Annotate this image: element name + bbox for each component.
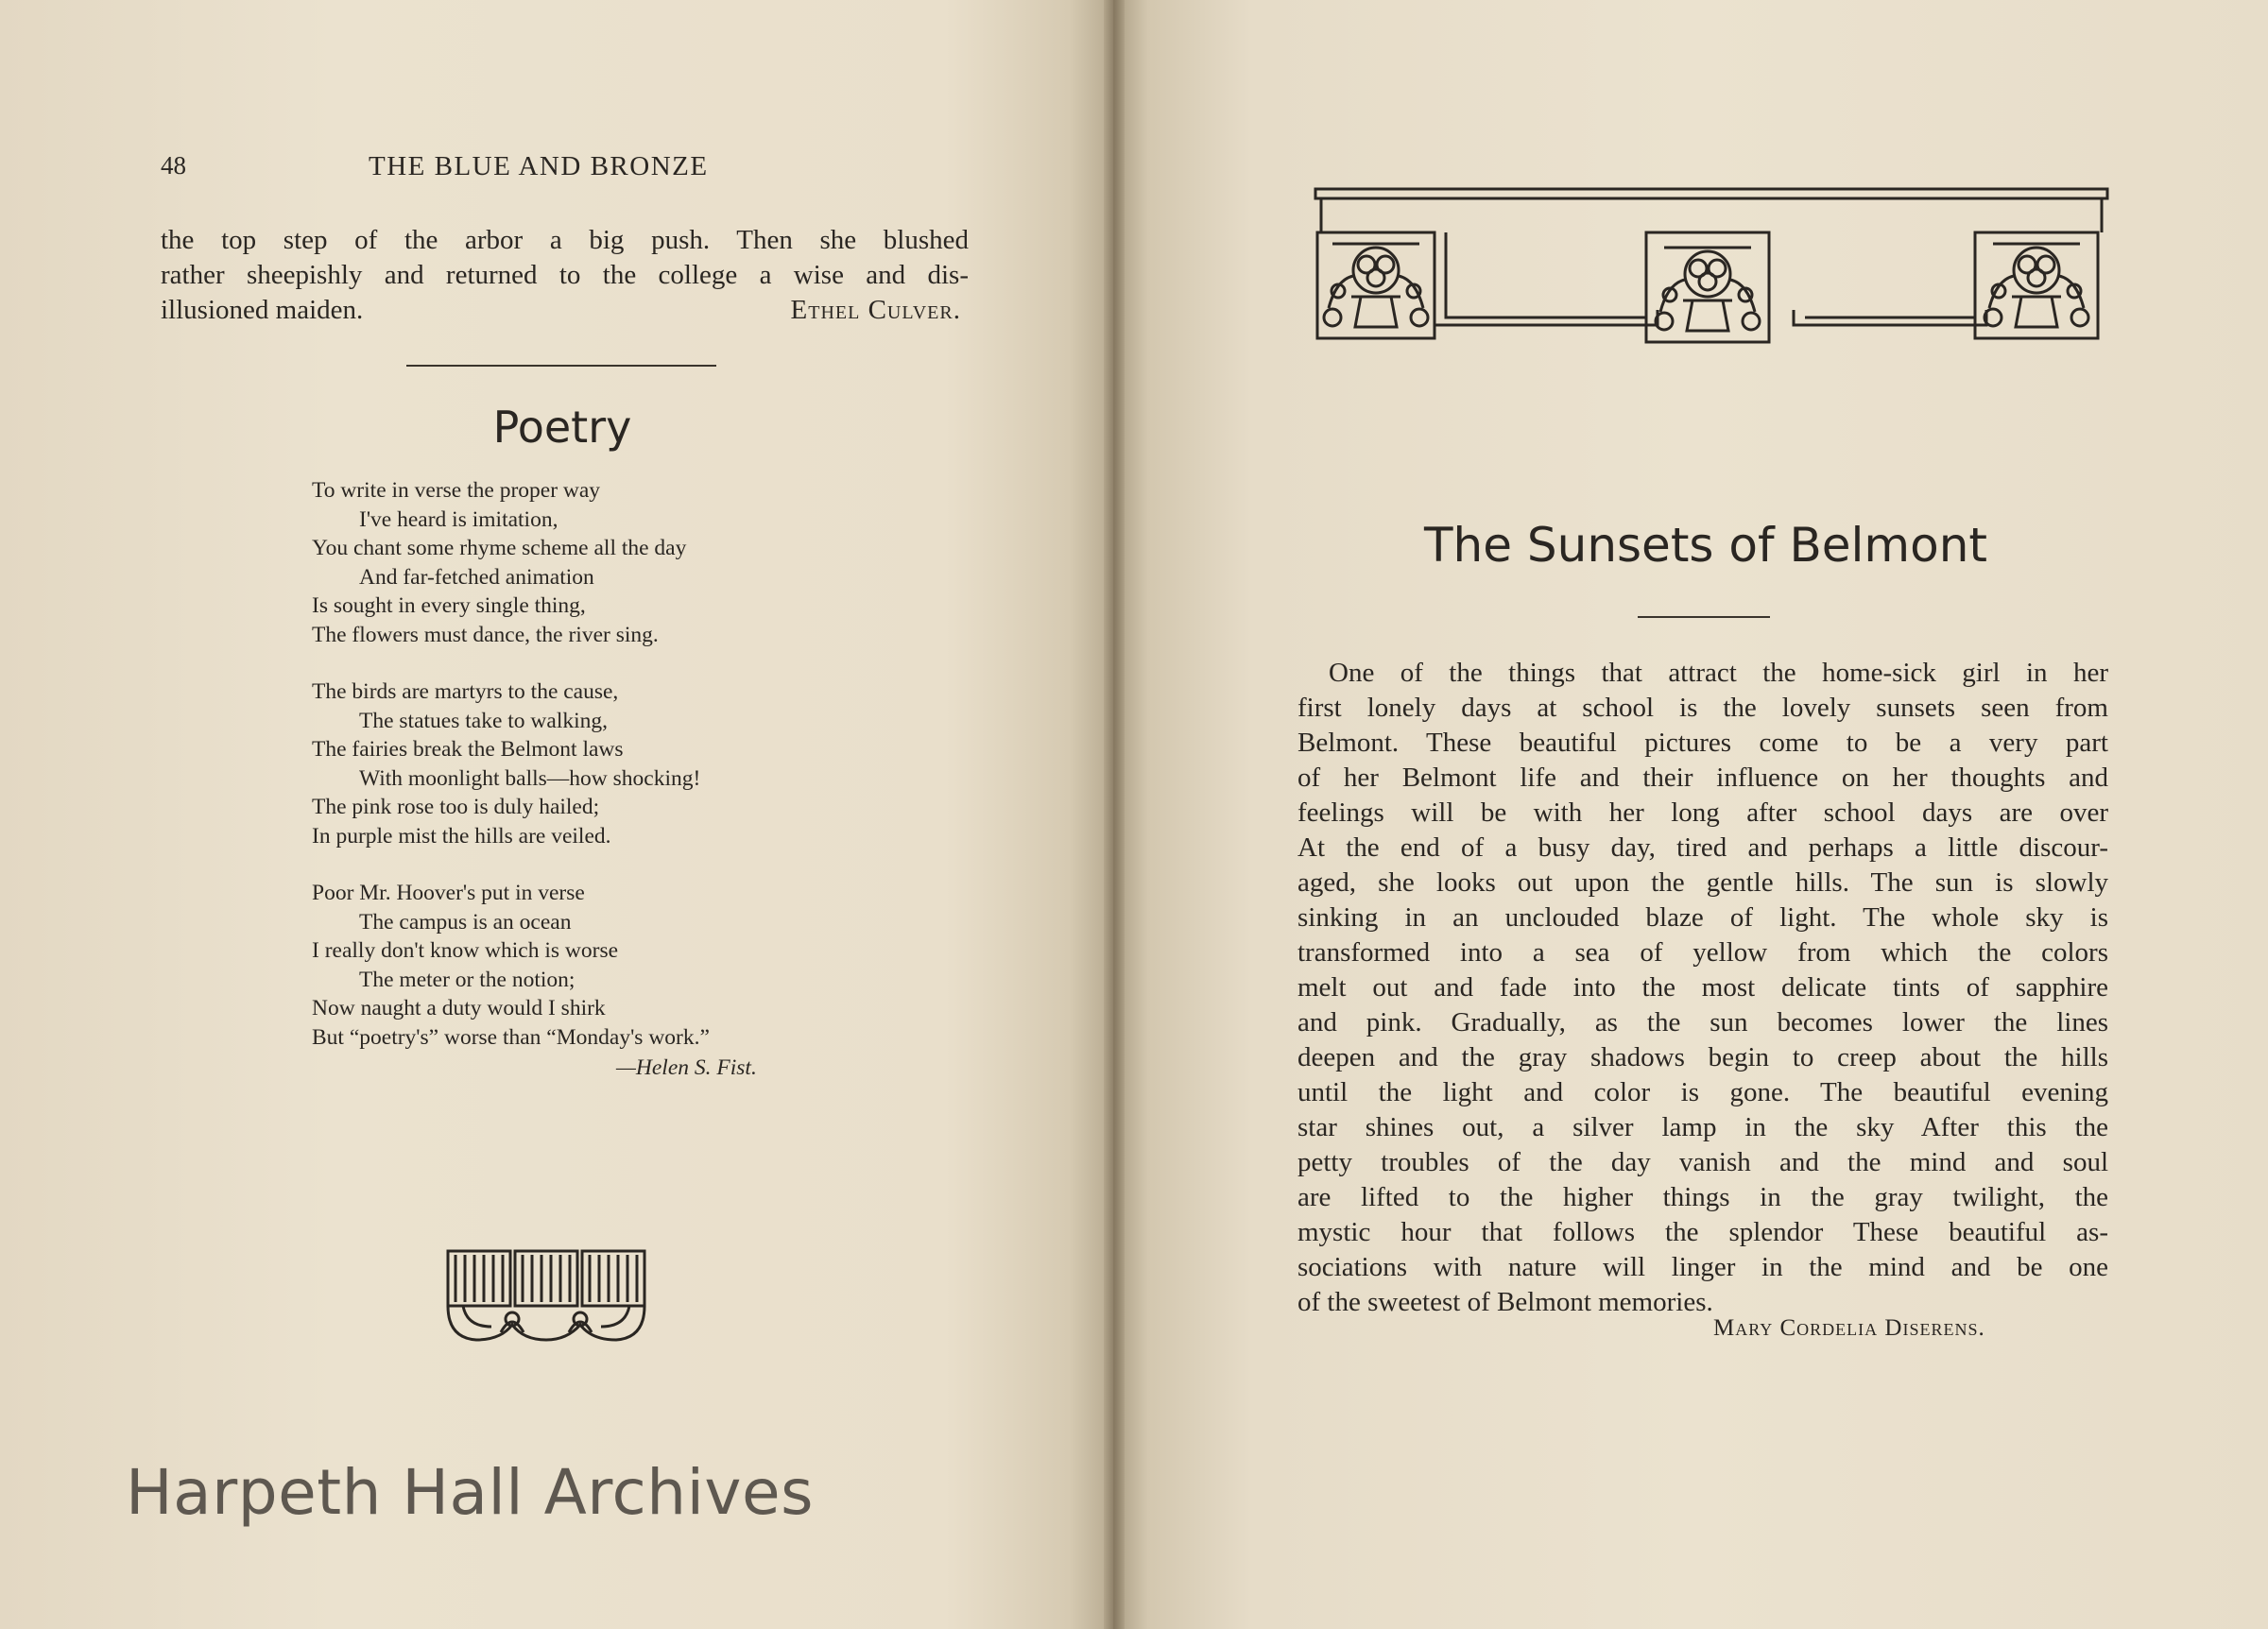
poem-line: I really don't know which is worse	[312, 938, 619, 963]
article-line: petty troubles of the day vanish and the mind and soul	[1297, 1147, 2108, 1177]
article-line: are lifted to the higher things in the gray twilight, the	[1297, 1182, 2108, 1212]
poem-title: Poetry	[492, 402, 632, 453]
poem-line: I've heard is imitation,	[359, 506, 558, 532]
article-line: sociations with nature will linger in the mind and be one	[1297, 1252, 2108, 1282]
text-line: rather sheepishly and returned to the college a wise and dis-	[161, 260, 969, 290]
poem-line: You chant some rhyme scheme all the day	[312, 536, 687, 560]
poem-line: With moonlight balls—how shocking!	[359, 765, 701, 791]
text-line-with-author	[161, 293, 969, 328]
article-line: of the sweetest of Belmont memories.	[1297, 1287, 1713, 1317]
poem-body	[312, 476, 841, 1080]
article-line: deepen and the gray shadows begin to creep about the hills	[1297, 1042, 2108, 1072]
article-line: and pink. Gradually, as the sun becomes lower the lines	[1297, 1007, 2108, 1037]
article-author: Mary Cordelia Diserens.	[1713, 1315, 1985, 1341]
poem-line: Is sought in every single thing,	[312, 593, 586, 618]
poem-stanza	[312, 677, 841, 850]
article-line: aged, she looks out upon the gentle hills. The sun is slowly	[1297, 867, 2108, 898]
text-line: illusioned maiden.	[161, 295, 364, 325]
author-signature: Ethel Culver.	[790, 295, 961, 325]
article-line: At the end of a busy day, tired and perhaps a little discour-	[1297, 832, 2108, 863]
right-page	[1113, 0, 2268, 1629]
poem-line: The meter or the notion;	[359, 967, 576, 992]
book-gutter	[1104, 0, 1125, 1629]
article-line: transformed into a sea of yellow from which the colors	[1297, 937, 2108, 968]
article-line: melt out and fade into the most delicate tints of sapphire	[1297, 972, 2108, 1003]
poem-stanza	[312, 879, 841, 1052]
poem-line: The campus is an ocean	[359, 909, 572, 935]
journal-title: THE BLUE AND BRONZE	[369, 151, 709, 181]
article-line: first lonely days at school is the lovely sunsets seen from	[1297, 693, 2108, 723]
poem-line: Now naught a duty would I shirk	[312, 996, 606, 1020]
poem-line: The flowers must dance, the river sing.	[312, 622, 659, 647]
article-line: Belmont. These beautiful pictures come to be a very part	[1297, 728, 2108, 758]
poem-line: The fairies break the Belmont laws	[312, 737, 624, 762]
title-underline	[1638, 616, 1770, 618]
poem-stanza	[312, 476, 841, 649]
page-number: 48	[161, 151, 186, 180]
poem-line: And far-fetched animation	[359, 564, 594, 590]
left-page	[0, 0, 1113, 1629]
continued-article-text	[161, 223, 969, 328]
article-title: The Sunsets of Belmont	[1424, 518, 1987, 573]
scroll-ornament-icon	[444, 1245, 648, 1351]
article-line: One of the things that attract the home-sick girl in her	[1329, 658, 2108, 688]
poem-line: The statues take to walking,	[359, 708, 608, 733]
section-divider	[406, 365, 716, 367]
poem-attribution: —Helen S. Fist.	[616, 1055, 757, 1080]
text-line: the top step of the arbor a big push. Then she blushed	[161, 225, 969, 255]
article-line: of her Belmont life and their influence on her thoughts and	[1297, 763, 2108, 793]
article-body	[1297, 656, 2108, 1320]
running-head	[161, 151, 973, 189]
archive-watermark: Harpeth Hall Archives	[126, 1456, 814, 1529]
article-line: mystic hour that follows the splendor These beautiful as-	[1297, 1217, 2108, 1247]
urn-frieze-ornament-icon	[1314, 185, 2109, 348]
poem-line: The pink rose too is duly hailed;	[312, 795, 600, 819]
poem-line: But “poetry's” worse than “Monday's work.”	[312, 1024, 710, 1050]
article-line: feelings will be with her long after school days are over	[1297, 797, 2108, 828]
article-line: until the light and color is gone. The beautiful evening	[1297, 1077, 2108, 1107]
poem-line: To write in verse the proper way	[312, 478, 601, 503]
poem-line: In purple mist the hills are veiled.	[312, 823, 611, 849]
poem-line: The birds are martyrs to the cause,	[312, 679, 619, 704]
poem-line: Poor Mr. Hoover's put in verse	[312, 881, 585, 905]
article-line: sinking in an unclouded blaze of light. The whole sky is	[1297, 902, 2108, 933]
article-line: star shines out, a silver lamp in the sky After this the	[1297, 1112, 2108, 1142]
